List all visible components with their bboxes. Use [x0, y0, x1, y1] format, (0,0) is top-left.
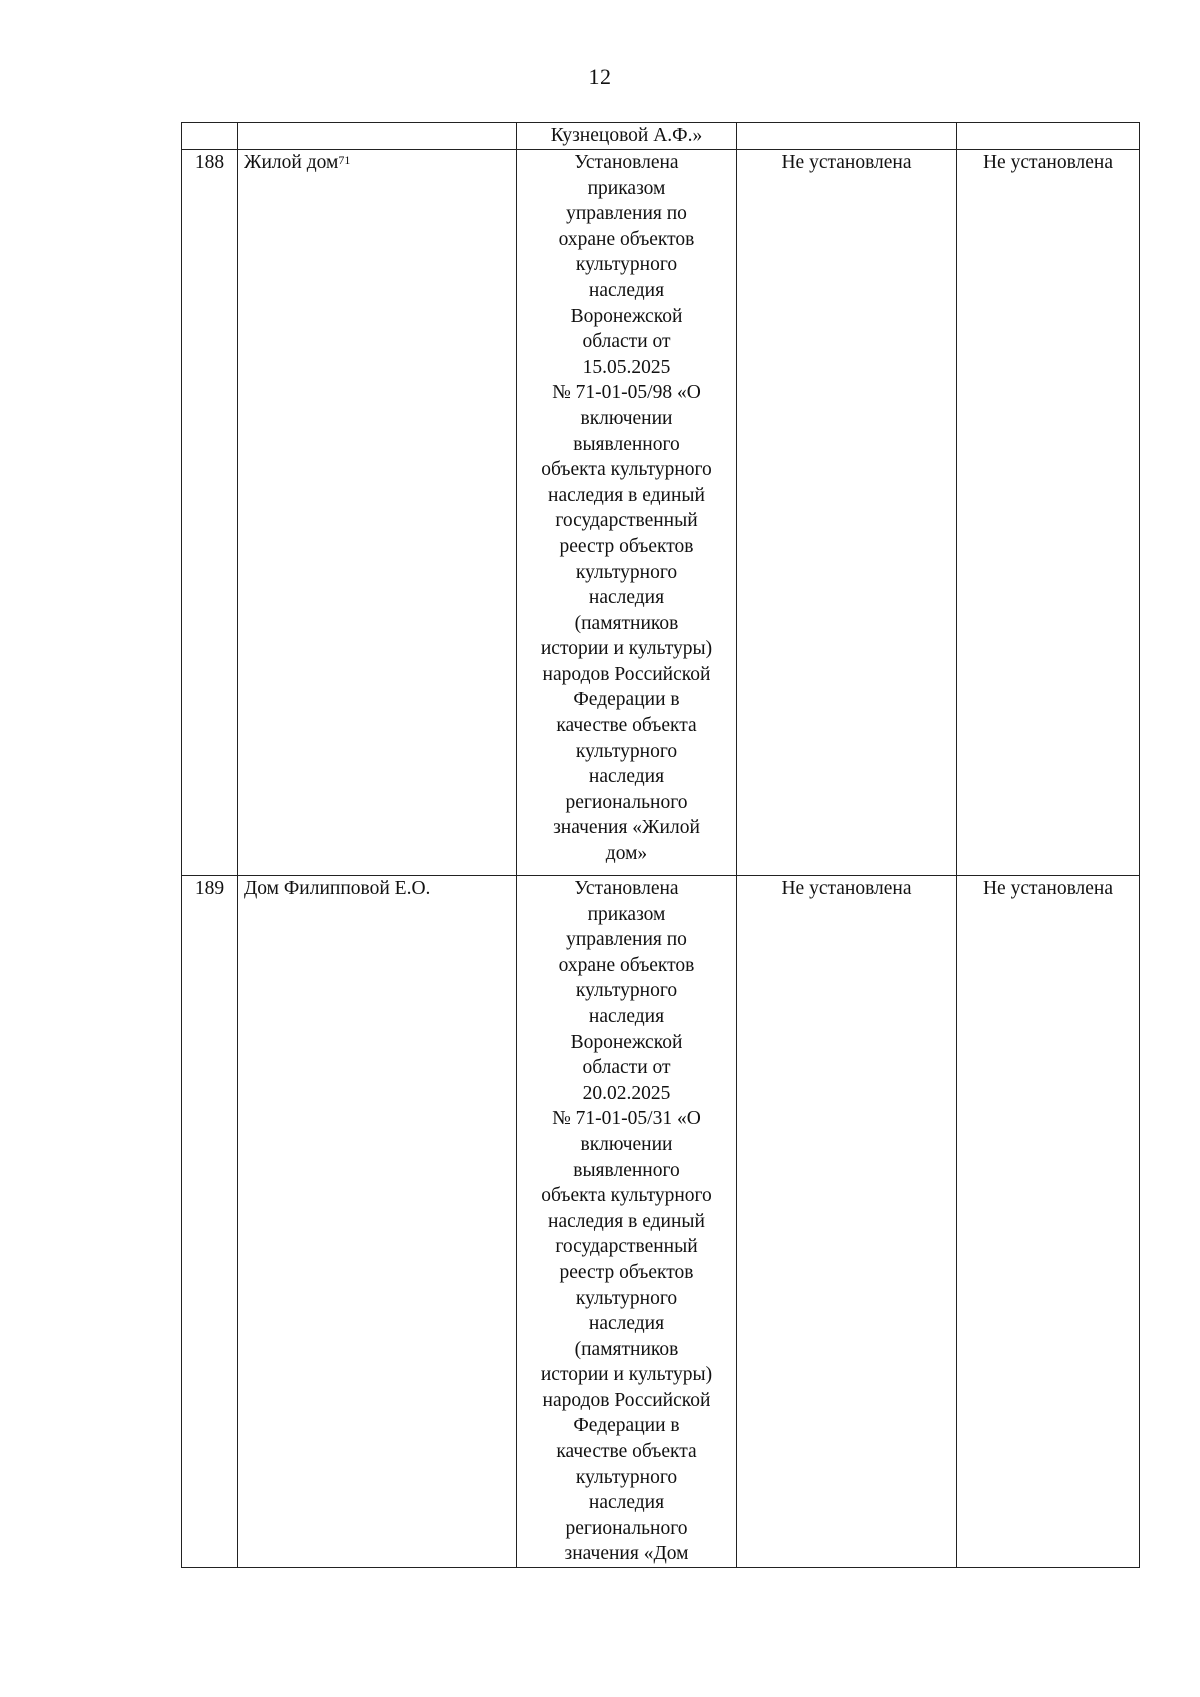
basis-line: наследия в единый [548, 1210, 705, 1232]
basis-line: охране объектов [558, 228, 695, 250]
footnote-ref: 71 [338, 153, 351, 167]
basis-line: государственный [555, 510, 698, 532]
basis-line: области от [582, 331, 671, 353]
basis-line: культурного [575, 1466, 678, 1488]
cell-num: 189 [182, 876, 238, 1568]
table-row-continuation [182, 123, 1140, 150]
cell-col5 [957, 123, 1140, 150]
basis-line: наследия [588, 279, 665, 301]
basis-line: народов Российской [542, 663, 711, 685]
basis-line: истории и культуры) [540, 1364, 713, 1386]
cell-num: 188 [182, 150, 238, 876]
page-number: 12 [588, 64, 612, 89]
cell-name [238, 123, 517, 150]
cell-col5: Не установлена [957, 150, 1140, 876]
basis-line: культурного [575, 740, 678, 762]
basis-line: включении [580, 1133, 673, 1155]
basis-line: культурного [575, 561, 678, 583]
basis-line: включении [580, 407, 673, 429]
basis-line: регионального [565, 1517, 688, 1539]
basis-line: 20.02.2025 [582, 1082, 671, 1104]
basis-line: Федерации в [573, 1415, 680, 1437]
cell-basis [517, 150, 737, 876]
basis-line: области от [582, 1057, 671, 1079]
cell-col4: Не установлена [737, 150, 957, 876]
basis-line: (памятников [574, 612, 679, 634]
cell-name [238, 150, 517, 876]
basis-line: дом» [605, 843, 648, 865]
basis-line: выявленного [573, 1159, 680, 1181]
basis-line: выявленного [573, 433, 680, 455]
basis-line: качестве объекта [556, 715, 697, 737]
table-row [182, 150, 1140, 876]
basis-line: культурного [575, 980, 678, 1002]
basis-line: истории и культуры) [540, 638, 713, 660]
basis-line: качестве объекта [556, 1441, 697, 1463]
basis-line: наследия [588, 1492, 665, 1514]
basis-line: наследия в единый [548, 484, 705, 506]
object-name: Жилой дом [244, 152, 339, 173]
basis-line: культурного [575, 1287, 678, 1309]
basis-line: Федерации в [573, 689, 680, 711]
cell-num [182, 123, 238, 150]
basis-line: наследия [588, 1005, 665, 1027]
basis-line: народов Российской [542, 1389, 711, 1411]
basis-line: охране объектов [558, 954, 695, 976]
cell-basis: Кузнецовой А.Ф.» [517, 123, 737, 150]
basis-line: приказом [587, 903, 666, 925]
basis-line: объекта культурного [541, 459, 712, 481]
basis-line: наследия [588, 587, 665, 609]
basis-line: культурного [575, 254, 678, 276]
basis-line: значения «Жилой [553, 817, 700, 839]
basis-line: Установлена [574, 152, 679, 173]
basis-line: приказом [587, 177, 666, 199]
basis-line: (памятников [574, 1338, 679, 1360]
basis-line: регионального [565, 791, 688, 813]
basis-line: наследия [588, 1313, 665, 1335]
basis-line: № 71-01-05/98 «О [552, 382, 701, 404]
basis-line: 15.05.2025 [582, 356, 671, 378]
basis-line: управления по [566, 203, 687, 225]
cell-basis [517, 876, 737, 1568]
cell-col5: Не установлена [957, 876, 1140, 1568]
basis-line: управления по [566, 929, 687, 951]
cell-name: Дом Филипповой Е.О. [238, 876, 517, 1568]
table-row [182, 876, 1140, 1568]
cell-col4 [737, 123, 957, 150]
basis-line: государственный [555, 1236, 698, 1258]
basis-line: Установлена [574, 878, 679, 899]
basis-line: значения «Дом [564, 1543, 689, 1565]
basis-line: Воронежской [570, 1031, 683, 1053]
basis-line: № 71-01-05/31 «О [552, 1108, 701, 1130]
basis-line: реестр объектов [559, 535, 694, 557]
basis-line: наследия [588, 766, 665, 788]
heritage-table [181, 122, 1140, 1568]
basis-line: Воронежской [570, 305, 683, 327]
cell-col4: Не установлена [737, 876, 957, 1568]
basis-line: объекта культурного [541, 1185, 712, 1207]
basis-line: реестр объектов [559, 1261, 694, 1283]
